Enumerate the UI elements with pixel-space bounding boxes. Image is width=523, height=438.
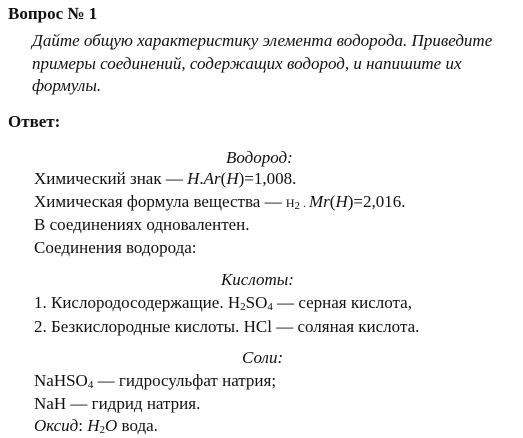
question-title: Вопрос № 1 — [8, 4, 98, 23]
hydrogen-heading: Водород: — [226, 148, 293, 167]
question-text: Дайте общую характеристику элемента водорода. Приведите примеры соединений, содержащих водород, и напишите их формулы. — [32, 31, 493, 95]
answer-label: Ответ: — [8, 112, 61, 131]
hydrogen-valence-line: В соединениях одновалентен. — [34, 215, 250, 234]
acids-heading: Кислоты: — [221, 270, 294, 289]
acids-item-2: 2. Безкислородные кислоты. HCl — соляная кислота. — [34, 317, 420, 336]
hydrogen-formula-line: Химическая формула вещества — $H_2$ . Mr(H)=2,016. — [34, 192, 406, 212]
salts-heading: Соли: — [242, 348, 284, 367]
oxide-line: Оксид: $H_2O$ вода. — [34, 416, 158, 436]
hydrogen-symbol-line: Химический знак — H.Ar(H)=1,008. — [34, 169, 297, 188]
hydrogen-compounds-line: Соединения водорода: — [34, 238, 197, 257]
acids-item-1: 1. Кислородосодержащие. $H_2SO_4$ — серная кислота, — [34, 293, 412, 313]
salts-item-2: NaH — гидрид натрия. — [34, 394, 201, 413]
salts-item-1: NaHSO$_4$ — гидросульфат натрия; — [34, 371, 277, 391]
